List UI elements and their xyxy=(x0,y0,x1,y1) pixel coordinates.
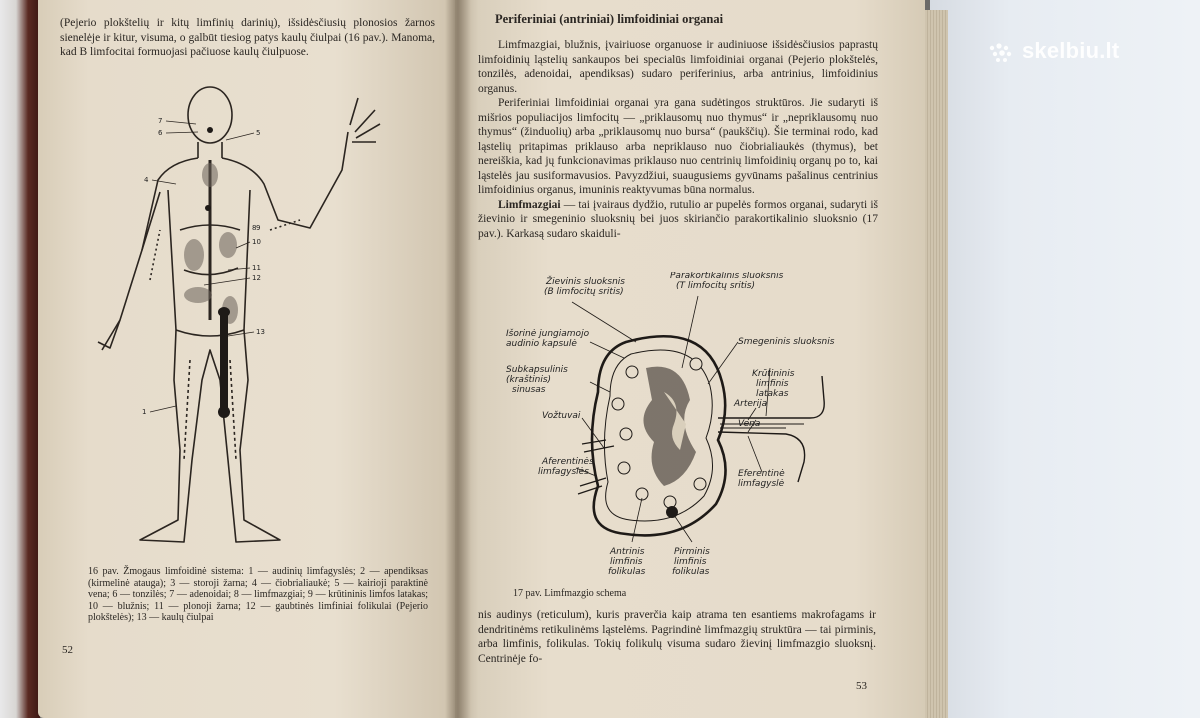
label-afferent-line2: limfagyslės xyxy=(538,467,589,477)
lymph-node-diagram xyxy=(486,272,846,584)
right-page-body xyxy=(478,38,878,241)
figure-label-13: 13 xyxy=(256,328,265,336)
label-cortex: Žievinis sluoksnis xyxy=(546,277,625,287)
label-primary-line1: Pirminis xyxy=(674,547,710,557)
paragraph-3-text: — tai įvairaus dydžio, rutulio ar pupelės formos organai, sudaryti iš žievinio ir smegeninio sluoksnių bei juos skiriančio parakortikalinio sluoksnio (17 pav.). Karkasą sudaro skaiduli- xyxy=(478,198,878,240)
label-efferent-line2: limfagyslė xyxy=(738,479,785,489)
label-valves: Vožtuvai xyxy=(542,411,581,421)
label-secondary-line2: limfinis xyxy=(610,557,643,567)
paragraph-1: Limfmazgiai, blužnis, įvairiuose organuose ir audiniuose išsidėsčiusios paprastų limfoidinių ląstelių sankaupos bei specialūs limfoidiniai organai (Pejerio plokštelės, tonzilės, adenoidai, apendiksas) sudaro periferinius, arba antrinius, limfoidinius organus. xyxy=(478,39,878,95)
book-gutter-shadow xyxy=(445,0,471,718)
label-thoracic xyxy=(752,369,797,399)
figure-label-1: 1 xyxy=(142,408,147,416)
figure-label-10: 10 xyxy=(252,238,261,246)
label-primary-follicle xyxy=(672,547,713,577)
label-secondary-follicle xyxy=(608,547,647,577)
label-artery: Arterija xyxy=(734,399,768,409)
figure-label-12: 12 xyxy=(252,274,261,282)
label-capsule-line2: audinio kapsulė xyxy=(506,339,577,349)
label-thoracic-line3: latakas xyxy=(756,389,789,399)
skelbiu-logo-icon xyxy=(988,42,1016,64)
skelbiu-watermark xyxy=(1022,38,1119,64)
label-subcapsular-line3: sinusas xyxy=(512,385,546,395)
figure-17-caption: 17 pav. Limfmazgio schema xyxy=(513,588,627,599)
label-paracortex-sub: (T limfocitų sritis) xyxy=(676,281,755,291)
book-cover-edge xyxy=(0,0,40,718)
label-medulla: Smegeninis sluoksnis xyxy=(738,337,835,347)
label-thoracic-line1: Krūtininis xyxy=(752,369,795,379)
figure-label-5: 5 xyxy=(256,129,261,137)
label-vein: Vena xyxy=(738,419,761,429)
figure-label-9: 9 xyxy=(256,224,261,232)
label-thoracic-line2: limfinis xyxy=(756,379,789,389)
figure-label-6: 6 xyxy=(158,129,163,137)
figure-label-11: 11 xyxy=(252,264,261,272)
label-secondary-line1: Antrinis xyxy=(610,547,645,557)
human-lymphoid-system-figure xyxy=(80,80,390,560)
label-efferent-line1: Eferentinė xyxy=(738,469,785,479)
label-afferent xyxy=(538,457,597,477)
section-heading: Periferiniai (antriniai) limfoidiniai organai xyxy=(495,12,724,26)
figure-label-8: 8 xyxy=(252,224,257,232)
background-surface xyxy=(930,0,1200,718)
label-primary-line3: folikulas xyxy=(672,567,710,577)
paragraph-2: Periferiniai limfoidiniai organai yra gana sudėtingos struktūros. Jie sudaryti iš mišrios populiacijos limfocitų — „priklausomų nuo thymus“ ir „nepriklausomų nuo thymus“ (žinduolių) arba „priklausomų nuo bursa“ (paukščių). Šie terminai rodo, kad ląstelių pritapimas priklauso arba nepriklauso nuo čiobrialiaukės (thymus), bet nereiškia, kad jų funkcionavimas priklauso nuo centrinių limfoidinių organų po to, kai ląstelės jau susiformavusios. Pavyzdžiui, suaugusiems gyvūnams pašalinus centrinius limfoidinius organus, imuninis reaktyvumas būna normalus. xyxy=(478,97,878,196)
label-capsule-line1: Išorinė jungiamojo xyxy=(506,329,590,339)
label-efferent xyxy=(738,469,787,489)
right-page-bottom-text: nis audinys (reticulum), kuris praverčia kaip atrama ten esantiems makrofagams ir dendritinėms retikulinėms ląstelėms. Pagrindinė limfmazgių struktūra — tai pirminis, arba limfinis, folikulas. Tokių folikulų visuma sudaro žievinį limfmazgio sluoksnį. Centrinėje fo- xyxy=(478,609,876,665)
left-page-number: 52 xyxy=(62,644,73,656)
paragraph-3-lead: Limfmazgiai xyxy=(498,198,561,211)
paragraph-3 xyxy=(478,198,878,242)
left-page-top-text: (Pejerio plokštelių ir kitų limfinių darinių), išsidėsčiusių plonosios žarnos sienelėje ir kitur, visuma, o galbūt tiesiog patys kaulų čiulpai (16 pav.). Manoma, kad B limfocitai formuojasi pačiuose kaulų čiulpuose. xyxy=(60,17,435,58)
label-secondary-line3: folikulas xyxy=(608,567,646,577)
watermark-text: skelbiu.lt xyxy=(1022,38,1120,63)
figure-label-4: 4 xyxy=(144,176,149,184)
figure-label-7: 7 xyxy=(158,117,163,125)
figure-16-caption: 16 pav. Žmogaus limfoidinė sistema: 1 — audinių limfagyslės; 2 — apendiksas (kirmelinė atauga); 3 — storoji žarna; 4 — čiobrialiaukė; 5 — kairioji paraktinė vena; 6 — tonzilės; 7 — adenoidai; 8 — limfmazgiai; 9 — krūtininis limfos latakas; 10 — blužnis; 11 — plonoji žarna; 12 — gaubtinės limfiniai folikulai (Pejerio plokštelės); 13 — kaulų čiulpai xyxy=(88,566,428,623)
right-page-number: 53 xyxy=(856,680,867,692)
label-paracortex: Parakortikalinis sluoksnis xyxy=(670,272,784,281)
label-subcapsular xyxy=(506,365,571,395)
label-cortex-sub: (B limfocitų sritis) xyxy=(544,287,624,297)
label-subcapsular-line1: Subkapsulinis xyxy=(506,365,568,375)
label-subcapsular-line2: (kraštinis) xyxy=(506,375,552,385)
label-afferent-line1: Aferentinės xyxy=(542,457,594,467)
label-primary-line2: limfinis xyxy=(674,557,707,567)
label-capsule xyxy=(506,328,592,349)
